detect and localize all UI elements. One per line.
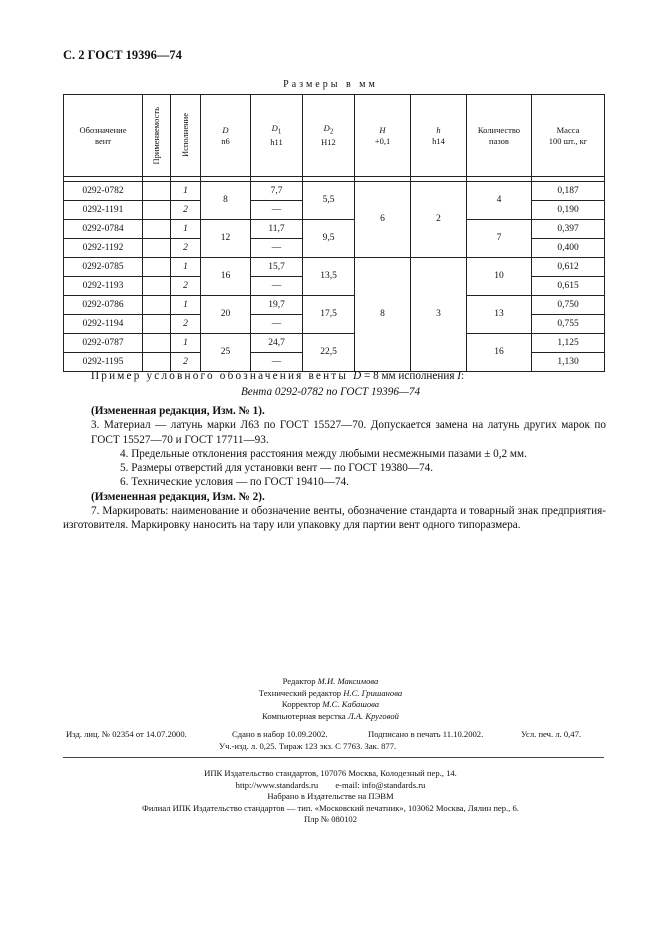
table-cell: 2 (171, 315, 201, 334)
table-cell: 1,130 (532, 353, 605, 372)
table-cell (143, 201, 171, 220)
table-cell: — (251, 239, 303, 258)
table-row (64, 182, 605, 201)
dimensions-table (63, 94, 605, 372)
header-h: h h14 (411, 95, 467, 177)
table-cell: 13,5 (303, 258, 355, 296)
table-header-row (64, 95, 605, 177)
table-cell: 4 (467, 182, 532, 220)
table-cell: 16 (467, 334, 532, 372)
table-cell: 13 (467, 296, 532, 334)
table-cell (143, 296, 171, 315)
table-cell: 17,5 (303, 296, 355, 334)
table-row (64, 334, 605, 353)
table-cell: 0292-1192 (64, 239, 143, 258)
print-run-text: Уч.-изд. л. 0,25. Тираж 123 экз. С 7763. Зак. 877. (219, 741, 397, 751)
table-cell: 12 (201, 220, 251, 258)
table-cell: 0292-1194 (64, 315, 143, 334)
table-caption: Размеры в мм (283, 79, 378, 90)
table-cell: 19,7 (251, 296, 303, 315)
table-cell: 0,755 (532, 315, 605, 334)
table-cell: 9,5 (303, 220, 355, 258)
table-cell: 16 (201, 258, 251, 296)
paragraph-4: 4. Предельные отклонения расстояния между любыми несмежными пазами ± 0,2 мм. (120, 447, 527, 460)
table-cell: 0,187 (532, 182, 605, 201)
table-cell: 1 (171, 296, 201, 315)
table-cell: 0292-1193 (64, 277, 143, 296)
table-cell: 25 (201, 334, 251, 372)
table-cell: 11,7 (251, 220, 303, 239)
text-body (63, 404, 606, 533)
table-cell: 2 (171, 239, 201, 258)
table-cell: 2 (411, 182, 467, 258)
table-cell: 24,7 (251, 334, 303, 353)
table-cell: 7,7 (251, 182, 303, 201)
paragraph-6: 6. Технические условия — по ГОСТ 19410—74. (120, 476, 349, 489)
table-cell (143, 334, 171, 353)
table-cell: — (251, 353, 303, 372)
designation-example-label: Пример условного обозначения венты D = 8 мм исполнения I: (91, 370, 467, 382)
table-cell: 1 (171, 182, 201, 201)
sheets-text: Усл. печ. л. 0,47. (521, 729, 582, 739)
table-cell: 0,190 (532, 201, 605, 220)
paragraph-7: 7. Маркировать: наименование и обозначение венты, обозначение стандарта и товарный знак предприятия-изготовителя. Маркировку наносить на тару или упаковку для партии вент одного типоразмера. (63, 505, 606, 532)
table-cell: 1,125 (532, 334, 605, 353)
table-row (64, 296, 605, 315)
credits-block (0, 676, 661, 722)
printer-address: Филиал ИПК Издательство стандартов — тип. «Московский печатник», 103062 Москва, Лялин пер., 6. (142, 802, 519, 813)
table-cell: 20 (201, 296, 251, 334)
table-cell: 0,612 (532, 258, 605, 277)
table-cell (143, 315, 171, 334)
paragraph-5: 5. Размеры отверстий для установки вент — по ГОСТ 19380—74. (120, 462, 434, 475)
table-cell: 0,750 (532, 296, 605, 315)
license-text: Изд. лиц. № 02354 от 14.07.2000. (66, 729, 187, 739)
table-cell: 2 (171, 277, 201, 296)
typeset-note: Набрано в Издательстве на ПЭВМ (267, 791, 394, 801)
table-cell: 8 (201, 182, 251, 220)
table-cell (143, 258, 171, 277)
page-header: С. 2 ГОСТ 19396—74 (63, 48, 182, 62)
table-cell: 0292-0784 (64, 220, 143, 239)
table-cell: 0,397 (532, 220, 605, 239)
proofreader-line: Корректор М.С. Кабашова (281, 699, 380, 709)
signed-text: Подписано в печать 11.10.2002. (368, 729, 484, 739)
publisher-footer (0, 768, 661, 826)
header-D: D n6 (201, 95, 251, 177)
publisher-contacts: http://www.standards.ru e-mail: info@standards.ru (235, 779, 426, 790)
table-cell: 0292-0787 (64, 334, 143, 353)
table-cell: 3 (411, 258, 467, 372)
table-cell: 0292-0782 (64, 182, 143, 201)
header-D2: $D_2$ H12 (303, 95, 355, 177)
publisher-address: ИПК Издательство стандартов, 107076 Москва, Колодезный пер., 14. (204, 768, 457, 778)
table-cell (143, 353, 171, 372)
table-cell (143, 239, 171, 258)
table-cell (143, 277, 171, 296)
sent-text: Сдано в набор 10.09.2002. (232, 729, 328, 739)
table-cell: 1 (171, 220, 201, 239)
table-cell: 0292-1191 (64, 201, 143, 220)
header-mass: Масса 100 шт., кг (532, 95, 605, 177)
table-cell: 0,400 (532, 239, 605, 258)
paragraph-3: 3. Материал — латунь марки Л63 по ГОСТ 15527—70. Допускается замена на латунь других марок по ГОСТ 15527—70 и ГОСТ 17711—93. (91, 419, 606, 446)
table-cell: 22,5 (303, 334, 355, 372)
license-number: Плр № 080102 (303, 814, 358, 824)
table-cell: 6 (355, 182, 411, 258)
table-cell (143, 182, 171, 201)
amendment-note-1: (Измененная редакция, Изм. № 1). (91, 405, 265, 417)
header-D1: $D_1$ h11 (251, 95, 303, 177)
header-slots: Количество пазов (467, 95, 532, 177)
table-cell: 15,7 (251, 258, 303, 277)
header-applicability: Применяемость (143, 95, 171, 177)
separator-line (63, 757, 604, 758)
table-cell: 0292-1195 (64, 353, 143, 372)
amendment-note-2: (Измененная редакция, Изм. № 2). (91, 490, 265, 503)
table-cell: — (251, 315, 303, 334)
designation-example-value: Вента 0292-0782 по ГОСТ 19396—74 (240, 386, 421, 398)
table-cell: 2 (171, 201, 201, 220)
editor-line: Редактор М.И. Максимова (282, 676, 379, 686)
table-cell: 0292-0785 (64, 258, 143, 277)
table-cell: 7 (467, 220, 532, 258)
table-cell (143, 220, 171, 239)
header-execution: Исполнение (171, 95, 201, 177)
table-cell: — (251, 277, 303, 296)
layout-line: Компьютерная верстка Л.А. Круговой (262, 710, 399, 721)
tech-editor-line: Технический редактор Н.С. Гришанова (258, 687, 403, 698)
table-row (64, 220, 605, 239)
table-cell: 5,5 (303, 182, 355, 220)
header-H: H +0,1 (355, 95, 411, 177)
table-cell: 10 (467, 258, 532, 296)
table-cell: — (251, 201, 303, 220)
table-cell: 1 (171, 334, 201, 353)
header-designation: Обозначение вент (64, 95, 143, 177)
table-row (64, 258, 605, 277)
table-cell: 2 (171, 353, 201, 372)
table-cell: 8 (355, 258, 411, 372)
table-cell: 0292-0786 (64, 296, 143, 315)
table-cell: 1 (171, 258, 201, 277)
table-cell: 0,615 (532, 277, 605, 296)
